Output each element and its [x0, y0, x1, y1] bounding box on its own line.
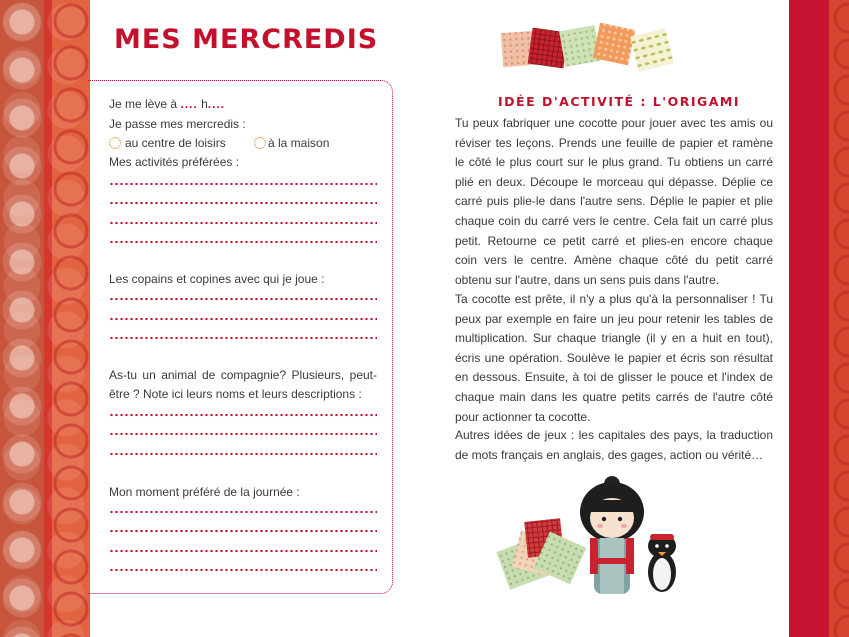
option-centre-label: au centre de loisirs — [125, 136, 226, 150]
right-decorative-border — [789, 0, 849, 637]
friends-label: Les copains et copines avec qui je joue : — [109, 272, 325, 286]
pets-line-1[interactable] — [109, 413, 377, 417]
activities-label: Mes activités préférées : — [109, 155, 240, 169]
activity-paragraph-3: Autres idées de jeux : les capitales des pays, la traduction de mots français en anglais, des gages, action ou vérité… — [455, 428, 773, 462]
wake-h: h — [201, 97, 208, 111]
pets-label-line-2: être ? Note ici leurs noms et leurs descriptions : — [109, 387, 362, 401]
moment-line-1[interactable] — [109, 510, 377, 514]
wake-up-line — [109, 96, 225, 112]
wake-label: Je me lève à — [109, 97, 178, 111]
friends-line-2[interactable] — [109, 317, 377, 321]
paper-green — [559, 25, 601, 67]
option-centre-radio[interactable] — [109, 137, 121, 149]
activities-line-2[interactable] — [109, 201, 377, 205]
penguin — [648, 534, 676, 592]
moment-line-2[interactable] — [109, 529, 377, 533]
pets-line-2[interactable] — [109, 432, 377, 436]
activities-line-4[interactable] — [109, 240, 377, 244]
option-maison-radio[interactable] — [254, 137, 266, 149]
activities-line-1[interactable] — [109, 182, 377, 186]
kokeshi-doll — [580, 476, 644, 594]
friends-line-3[interactable] — [109, 336, 377, 340]
wake-hour-blank[interactable]: .... — [180, 97, 198, 111]
wednesday-label: Je passe mes mercredis : — [109, 117, 246, 131]
moment-line-4[interactable] — [109, 568, 377, 572]
kokeshi-illustration — [496, 474, 696, 604]
wake-minute-blank[interactable]: .... — [207, 97, 226, 111]
friends-line-1[interactable] — [109, 297, 377, 301]
origami-papers-illustration — [496, 18, 682, 84]
paper-leaf — [630, 28, 674, 72]
pets-label-line-1: As-tu un animal de compagnie? Plusieurs, peut- — [109, 368, 377, 382]
moment-line-3[interactable] — [109, 549, 377, 553]
left-decorative-border — [0, 0, 90, 637]
activity-paragraph-2: Ta cocotte est prête, il n'y a plus qu'à la personnaliser ! Tu peux par exemple en faire un jeu pour retenir les tables de multiplication. Sur chaque triangle (il y en a huit en tout), écris une opération. Soulève le papier et écris son résultat en dessous. Ensuite, à toi de glisser le pouce et l'index de chaque main dans les quatre petits carrés de l'autre côté pour actionner ta cocotte. — [455, 292, 773, 424]
activities-line-3[interactable] — [109, 221, 377, 225]
option-maison-label: à la maison — [268, 136, 330, 150]
activity-paragraph-1: Tu peux fabriquer une cocotte pour jouer avec tes amis ou réviser tes leçons. Prends une feuille de papier et ramène le côté le plus court sur le plus grand. Tu obtiens un carré plié en deux. Découpe le morceau qui dépasse. Déplie ce carré puis plie-le dans l'autre sens. Déplie le papier et plie chaque coin du carré vers le centre. Cela fait un carré plus petit. Retourne ce petit carré et plies-en encore chaque coin vers le centre. Amène chaque côté du petit carré obtenu sur l'autre, dans un sens puis dans l'autre. — [455, 116, 773, 287]
paper-orange — [593, 23, 636, 66]
page-title: MES MERCREDIS — [114, 24, 379, 55]
activity-title: IDÉE D'ACTIVITÉ : L'ORIGAMI — [498, 94, 740, 109]
pets-line-3[interactable] — [109, 452, 377, 456]
moment-label: Mon moment préféré de la journée : — [109, 485, 300, 499]
